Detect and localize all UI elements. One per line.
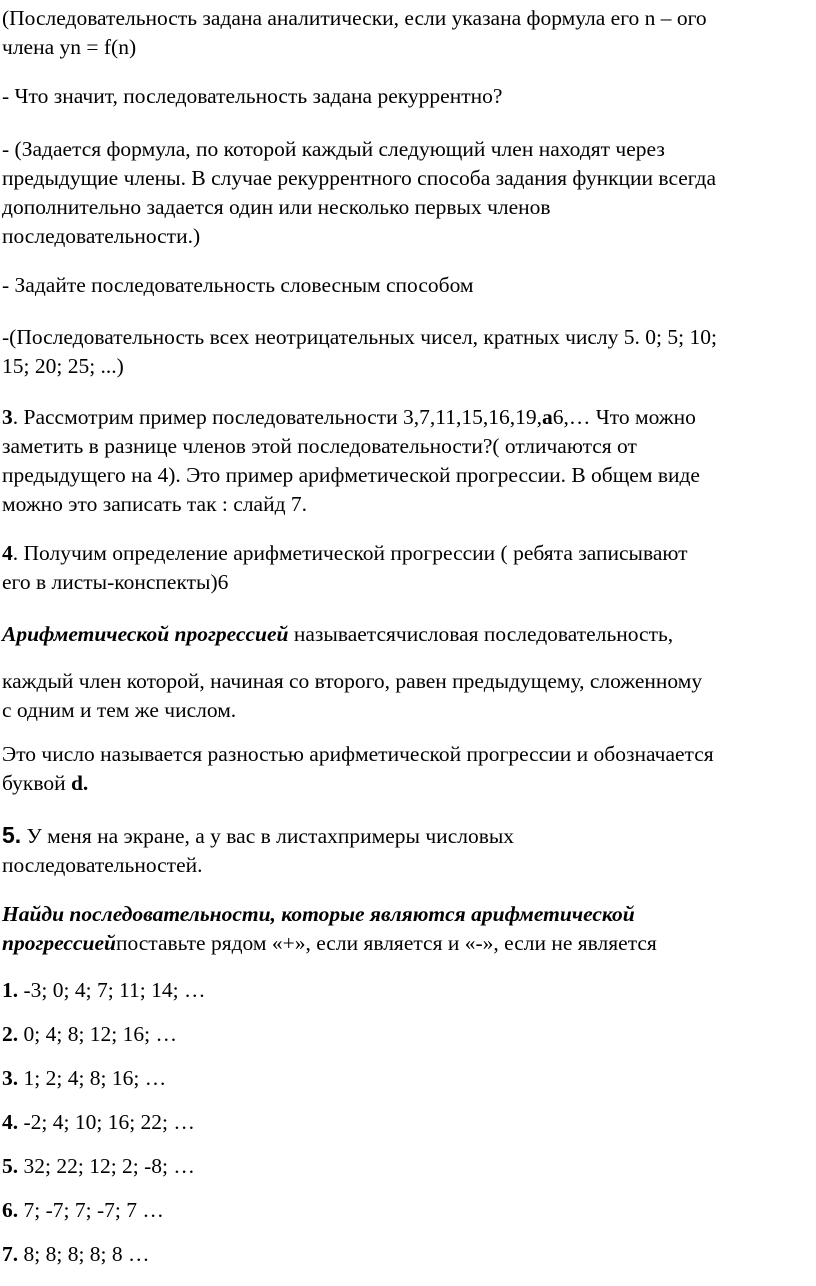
text-line — [2, 929, 814, 958]
paragraph-recurrent-answer — [2, 135, 814, 251]
item-number: 2. — [2, 1022, 19, 1046]
text-line: Это число называется разностью арифметической прогрессии и обозначается — [2, 742, 714, 766]
text-line — [2, 769, 814, 798]
text-span: буквой — [2, 771, 71, 795]
item-number: 4. — [2, 1110, 19, 1134]
letter-d: d. — [70, 771, 89, 795]
paragraph-difference — [2, 740, 814, 798]
text-line: 15; 20; 25; ...) — [2, 354, 124, 378]
paragraph-task — [2, 900, 814, 958]
item-number: 1. — [2, 978, 19, 1002]
text-span: У меня на экране, а у вас в листахпримеры числовых — [21, 824, 515, 848]
text-line: - Задайте последовательность словесным способом — [2, 273, 474, 297]
item-number: 6. — [2, 1198, 19, 1222]
bold-letter: а — [542, 405, 553, 429]
sequence-text: 8; 8; 8; 8; 8 … — [18, 1242, 150, 1266]
text-line: - Что значит, последовательность задана рекуррентно? — [2, 84, 503, 108]
text-line: - (Задается формула, по которой каждый следующий член находят через — [2, 137, 665, 161]
step-number: 5. — [2, 822, 22, 848]
step-number: 3 — [2, 405, 13, 429]
text-line: (Последовательность задана аналитически, если указана формула его n – ого — [2, 6, 707, 30]
sequence-text: -2; 4; 10; 16; 22; … — [18, 1110, 195, 1134]
item-number: 7. — [2, 1242, 19, 1266]
paragraph-analytic — [2, 4, 814, 62]
sequence-text: 0; 4; 8; 12; 16; … — [18, 1022, 177, 1046]
text-span: называетсячисловая последовательность, — [288, 622, 674, 646]
sequence-text: 7; -7; 7; -7; 7 … — [18, 1198, 164, 1222]
sequence-text: -3; 0; 4; 7; 11; 14; … — [18, 978, 206, 1002]
text-line: -(Последовательность всех неотрицательных чисел, кратных числу 5. 0; 5; 10; — [2, 325, 717, 349]
paragraph-question-recurrent — [2, 82, 814, 111]
text-line: можно это записать так : слайд 7. — [2, 492, 308, 516]
text-line: его в листы-конспекты)6 — [2, 570, 229, 594]
paragraph-verbal-answer — [2, 323, 814, 381]
text-line: члена yn = f(n) — [2, 35, 137, 59]
item-number: 5. — [2, 1154, 19, 1178]
text-line — [2, 620, 814, 649]
list-item — [2, 1108, 814, 1137]
paragraph-definition-cont — [2, 667, 814, 725]
text-line: с одним и тем же числом. — [2, 698, 237, 722]
list-item — [2, 1152, 814, 1181]
text-span: 6,… Что можно — [552, 405, 696, 429]
item-number: 3. — [2, 1066, 19, 1090]
text-line — [2, 539, 814, 568]
sequence-text: 32; 22; 12; 2; -8; … — [18, 1154, 195, 1178]
paragraph-step-3 — [2, 403, 814, 519]
text-span: . Получим определение арифметической прогрессии ( ребята записывают — [12, 541, 688, 565]
list-item — [2, 1196, 814, 1225]
text-line: заметить в разнице членов этой последовательности?( отличаются от — [2, 434, 637, 458]
list-item — [2, 1020, 814, 1049]
emphasis-text: прогрессией — [2, 931, 116, 955]
text-line — [2, 403, 814, 432]
text-span: поставьте рядом «+», если является и «-», если не является — [115, 931, 657, 955]
sequence-text: 1; 2; 4; 8; 16; … — [18, 1066, 167, 1090]
text-span: . Рассмотрим пример последовательности 3,7,11,15,16,19, — [12, 405, 542, 429]
list-item — [2, 1064, 814, 1093]
text-line: предыдущего на 4). Это пример арифметической прогрессии. В общем виде — [2, 463, 700, 487]
defined-term: Арифметической прогрессией — [2, 622, 289, 646]
step-number: 4 — [2, 541, 13, 565]
list-item — [2, 976, 814, 1005]
paragraph-verbal-task — [2, 271, 814, 300]
text-line: последовательностей. — [2, 853, 203, 877]
text-line: предыдущие члены. В случае рекуррентного способа задания функции всегда — [2, 166, 717, 190]
text-line: каждый член которой, начиная со второго, равен предыдущему, сложенному — [2, 669, 703, 693]
paragraph-definition — [2, 620, 814, 649]
text-line: дополнительно задается один или несколько первых членов — [2, 195, 551, 219]
paragraph-step-4 — [2, 539, 814, 597]
text-line: последовательности.) — [2, 224, 201, 248]
list-item — [2, 1240, 814, 1269]
text-line — [2, 821, 814, 851]
text-line: Найди последовательности, которые являются арифметической — [2, 902, 635, 926]
paragraph-step-5 — [2, 821, 814, 880]
